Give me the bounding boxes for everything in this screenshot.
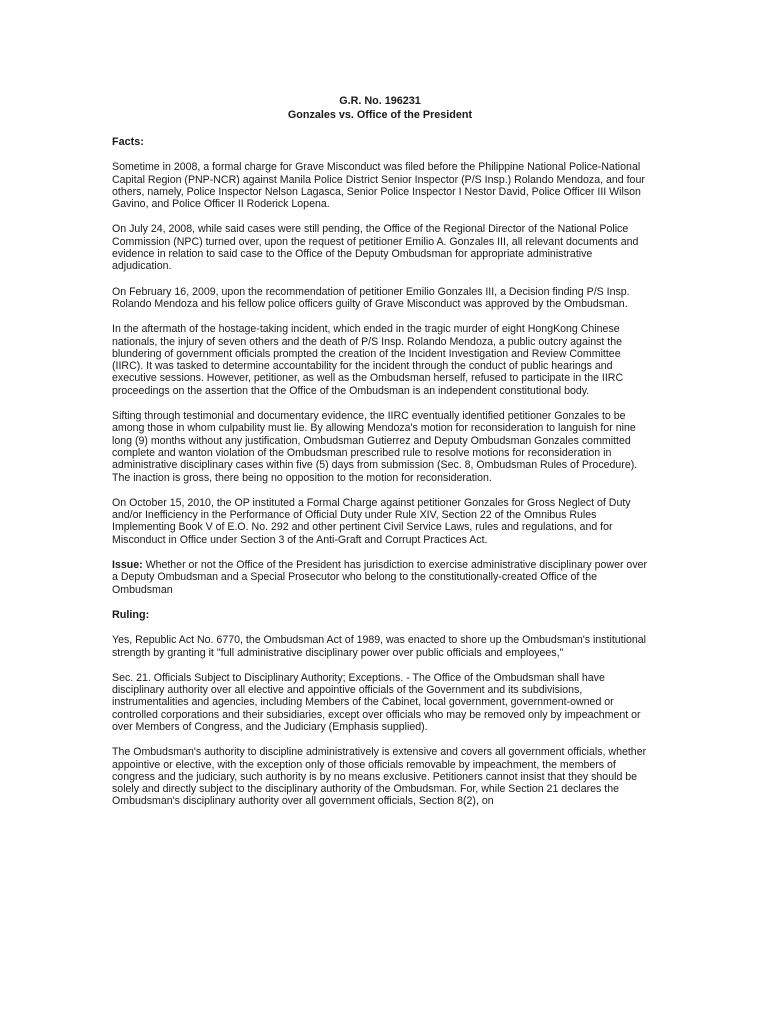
issue-text: Whether or not the Office of the President has jurisdiction to exercise administrative disciplinary power over a Deputy Ombudsman and a Special Prosecutor who belong to the constitutionally-created Office of the Ombudsman (112, 559, 648, 596)
ruling-paragraph-2: Sec. 21. Officials Subject to Disciplinary Authority; Exceptions. - The Office of the Ombudsman shall have disciplinary authority over all elective and appointive officials of the Government and its subdivisions, instrumentalities and agencies, including Members of the Cabinet, local government, government-owned or controlled corporations and their subsidiaries, except over officials who may be removed only by impeachment or over Members of Congress, and the Judiciary (Emphasis supplied). (112, 671, 641, 733)
facts-paragraph-2: On July 24, 2008, while said cases were still pending, the Office of the Regional Director of the National Police Commission (NPC) turned over, upon the request of petitioner Emilio A. Gonzales III, all relevant documents and evidence in relation to said case to the Office of the Deputy Ombudsman for appropriate administrative adjudication. (112, 223, 639, 273)
case-number: G.R. No. 196231 (339, 95, 421, 107)
facts-paragraph-4: In the aftermath of the hostage-taking incident, which ended in the tragic murder of eight HongKong Chinese nationals, the injury of seven others and the death of P/S Insp. Rolando Mendoza, a public outcry against the blundering of government officials prompted the creation of the Incident Investigation and Review Committee (IIRC). It was tasked to determine accountability for the incident through the conduct of public hearings and executive sessions. However, petitioner, as well as the Ombudsman herself, refused to participate in the IIRC proceedings on the assertion that the Office of the Ombudsman is an independent constitutional body. (112, 323, 624, 397)
ruling-paragraph-1: Yes, Republic Act No. 6770, the Ombudsman Act of 1989, was enacted to shore up the Ombudsman's institutional strength by granting it "full administrative disciplinary power over public officials and employees," (112, 634, 646, 659)
facts-heading: Facts: (112, 136, 144, 148)
ruling-heading: Ruling: (112, 608, 150, 621)
facts-paragraph-5: Sifting through testimonial and documentary evidence, the IIRC eventually identified petitioner Gonzales to be among those in whom culpability must lie. By allowing Mendoza's motion for reconsideration to languish for nine long (9) months without any justification, Ombudsman Gutierrez and Deputy Ombudsman Gonzales committed complete and wanton violation of the Ombudsman prescribed rule to resolve motions for reconsideration in administrative disciplinary cases within five (5) days from submission (Sec. 8, Ombudsman Rules of Procedure). The inaction is gross, there being no opposition to the motion for reconsideration. (112, 410, 638, 484)
issue-label: Issue: (112, 559, 143, 572)
title-block (112, 94, 648, 122)
facts-paragraph-1: Sometime in 2008, a formal charge for Grave Misconduct was filed before the Philippine National Police-National Capital Region (PNP-NCR) against Manila Police District Senior Inspector (P/S Insp.) Rolando Mendoza, and four others, namely, Police Inspector Nelson Lagasca, Senior Police Inspector I Nestor David, Police Officer III Wilson Gavino, and Police Officer II Roderick Lopena. (112, 161, 645, 211)
facts-paragraph-3: On February 16, 2009, upon the recommendation of petitioner Emilio Gonzales III, a Decision finding P/S Insp. Rolando Mendoza and his fellow police officers guilty of Grave Misconduct was approved by the Ombudsman. (112, 285, 630, 310)
case-title: Gonzales vs. Office of the President (287, 109, 473, 121)
issue-paragraph (112, 559, 648, 596)
ruling-paragraph-3: The Ombudsman's authority to discipline administratively is extensive and covers all government officials, whether appointive or elective, with the exception only of those officials removable by impeachment, the members of congress and the judiciary, such authority is by no means exclusive. Petitioners cannot insist that they should be solely and directly subject to the disciplinary authority of the Ombudsman. For, while Section 21 declares the Ombudsman's disciplinary authority over all government officials, Section 8(2), on (112, 746, 647, 808)
document-page (112, 94, 648, 821)
facts-paragraph-6: On October 15, 2010, the OP instituted a Formal Charge against petitioner Gonzales for Gross Neglect of Duty and/or Inefficiency in the Performance of Official Duty under Rule XIV, Section 22 of the Omnibus Rules Implementing Book V of E.O. No. 292 and other pertinent Civil Service Laws, rules and regulations, and for Misconduct in Office under Section 3 of the Anti-Graft and Corrupt Practices Act. (112, 496, 631, 546)
